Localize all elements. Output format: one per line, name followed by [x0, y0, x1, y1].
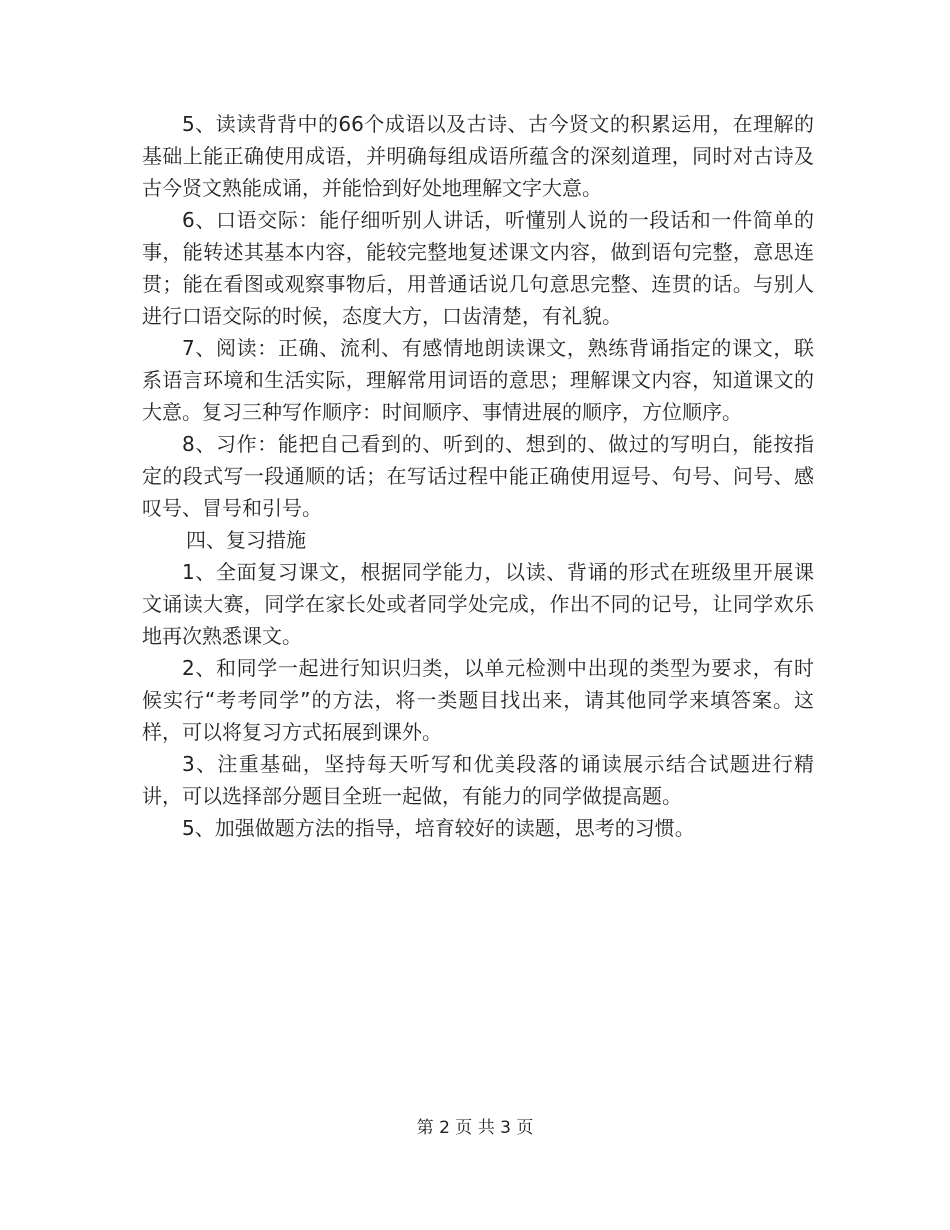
paragraph-measure-1: 1、全面复习课文，根据同学能力，以读、背诵的形式在班级里开展课文诵读大赛，同学在家长处或者同学处完成，作出不同的记号，让同学欢乐地再次熟悉课文。 — [142, 560, 814, 648]
section-heading-review-measures: 四、复习措施 — [186, 528, 306, 552]
paragraph-oral-communication: 6、口语交际：能仔细听别人讲话，听懂别人说的一段话和一件简单的事，能转述其基本内容，能较完整地复述课文内容，做到语句完整，意思连贯；能在看图或观察事物后，用普通话说几句意思完整、连贯的话。与别人进行口语交际的时候，态度大方，口齿清楚，有礼貌。 — [142, 208, 814, 328]
document-body — [142, 108, 814, 844]
paragraph-reading: 7、阅读：正确、流利、有感情地朗读课文，熟练背诵指定的课文，联系语言环境和生活实际，理解常用词语的意思；理解课文内容，知道课文的大意。复习三种写作顺序：时间顺序、事情进展的顺序，方位顺序。 — [142, 336, 814, 424]
paragraph-measure-2: 2、和同学一起进行知识归类，以单元检测中出现的类型为要求，有时候实行“考考同学”的方法，将一类题目找出来，请其他同学来填答案。这样，可以将复习方式拓展到课外。 — [142, 656, 814, 744]
paragraph-idiom-review: 5、读读背背中的66个成语以及古诗、古今贤文的积累运用，在理解的基础上能正确使用成语，并明确每组成语所蕴含的深刻道理，同时对古诗及古今贤文熟能成诵，并能恰到好处地理解文字大意。 — [142, 112, 814, 200]
paragraph-measure-5: 5、加强做题方法的指导，培育较好的读题，思考的习惯。 — [182, 816, 695, 840]
paragraph-measure-3: 3、注重基础，坚持每天听写和优美段落的诵读展示结合试题进行精讲，可以选择部分题目全班一起做，有能力的同学做提高题。 — [142, 752, 814, 808]
page-number-footer: 第 2 页 共 3 页 — [416, 1118, 534, 1138]
paragraph-writing: 8、习作：能把自己看到的、听到的、想到的、做过的写明白，能按指定的段式写一段通顺的话；在写话过程中能正确使用逗号、句号、问号、感叹号、冒号和引号。 — [142, 432, 814, 520]
